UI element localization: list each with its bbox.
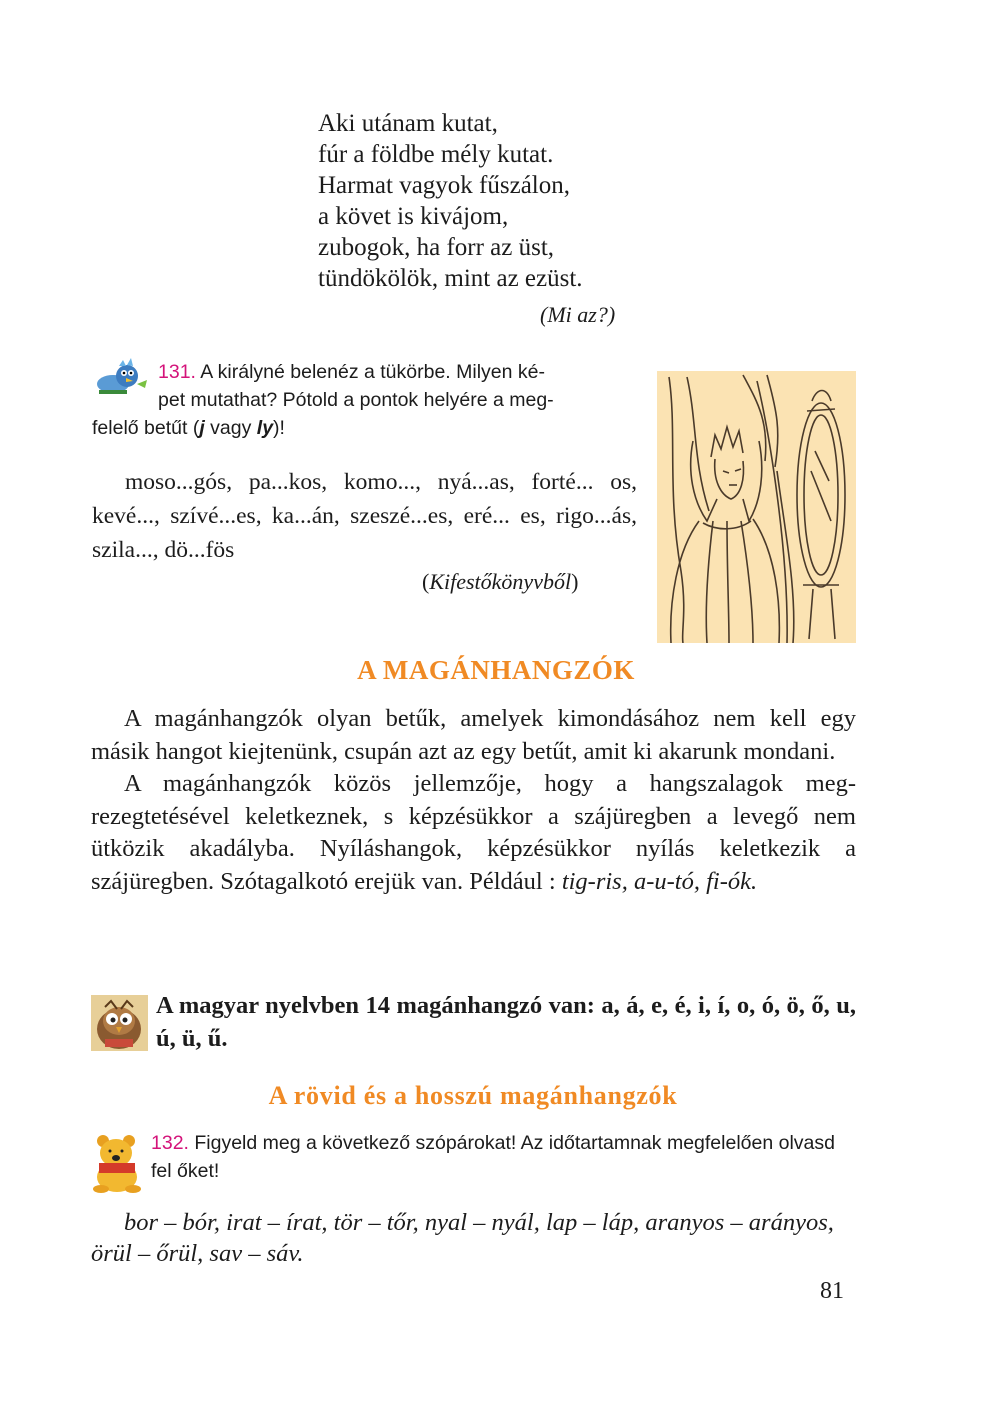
exercise-text: Figyeld meg a következő szópárokat! Az időtartamnak megfelelően olvasd fel őket! <box>151 1132 835 1182</box>
paragraph-text: A magánhangzók közös jellemzője, hogy a hangszalagok megrezegtetésével keletkeznek, s képzésükkor a szájüregben a levegő nem ütközik akadályba. Nyíláshangok, képzésükkor nyílás keletkezik a szájüregben. Szótagalkotó erejük van. Például : <box>91 770 856 895</box>
poem-line: Harmat vagyok fűszálon, <box>318 172 571 199</box>
source-title: Kifestőkönyvből <box>429 569 572 594</box>
paragraph <box>91 768 856 898</box>
exercise-text: A királyné belenéz a tükörbe. Milyen ké- <box>200 361 545 383</box>
page-number: 81 <box>820 1278 844 1304</box>
exercise-text: pet mutathat? Pótold a pontok helyére a meg- <box>158 389 554 411</box>
example-words: tig-ris, a-u-tó, fi-ók. <box>561 867 758 895</box>
riddle-poem <box>318 108 638 294</box>
poem-line: Aki utánam kutat, <box>318 110 498 137</box>
fill-in-blanks <box>92 465 637 567</box>
poem-line: zubogok, ha forr az üst, <box>318 234 555 261</box>
letter-j: j <box>199 417 205 439</box>
exercise-131-instructions <box>92 358 637 442</box>
word-pairs-text: bor – bór, irat – írat, tör – tőr, nyal – nyál, lap – láp, aranyos – arányos, örül – őrül, sav – sáv. <box>91 1209 834 1267</box>
poem-line: a követ is kivájom, <box>318 203 509 230</box>
exercise-text: felelő betűt ( <box>92 417 200 439</box>
letter-ly: ly <box>256 417 274 439</box>
exercise-number: 132. <box>151 1132 189 1154</box>
section-heading: A MAGÁNHANGZÓK <box>357 655 635 685</box>
poem-source: (Mi az?) <box>540 302 616 327</box>
section-body <box>91 703 856 898</box>
paren: ) <box>571 569 579 594</box>
poem-line: fúr a földbe mély kutat. <box>318 141 554 168</box>
blank-words: moso...gós, pa...kos, komo..., nyá...as, forté... os, kevé..., szívé...es, ka...án, szeszé...es, eré... es, rigo...ás, szila..., dö...fös <box>92 469 637 563</box>
exercise-text: )! <box>273 417 285 439</box>
exercise-132-instructions <box>151 1129 856 1185</box>
evil-queen-mirror-illustration <box>657 371 856 643</box>
winnie-the-pooh-icon <box>91 1133 143 1193</box>
exercise-text: vagy <box>204 417 257 439</box>
paren: ( <box>422 569 430 594</box>
word-pairs <box>91 1207 856 1269</box>
professor-owl-icon <box>91 995 148 1051</box>
poem-line: tündökölök, mint az ezüst. <box>318 265 583 292</box>
paragraph: A magánhangzók olyan betűk, amelyek kimondásához nem kell egy másik hangot kiejtenünk, csupán azt az egy betűt, amit ki akarunk mondani. <box>91 705 856 765</box>
rule-statement: A magyar nyelvben 14 magánhangzó van: a, á, e, é, i, í, o, ó, ö, ő, u, ú, ü, ű. <box>156 992 856 1052</box>
blanks-source <box>422 569 578 595</box>
exercise-number: 131. <box>158 361 196 383</box>
subsection-heading: A rövid és a hosszú magánhangzók <box>268 1081 678 1110</box>
